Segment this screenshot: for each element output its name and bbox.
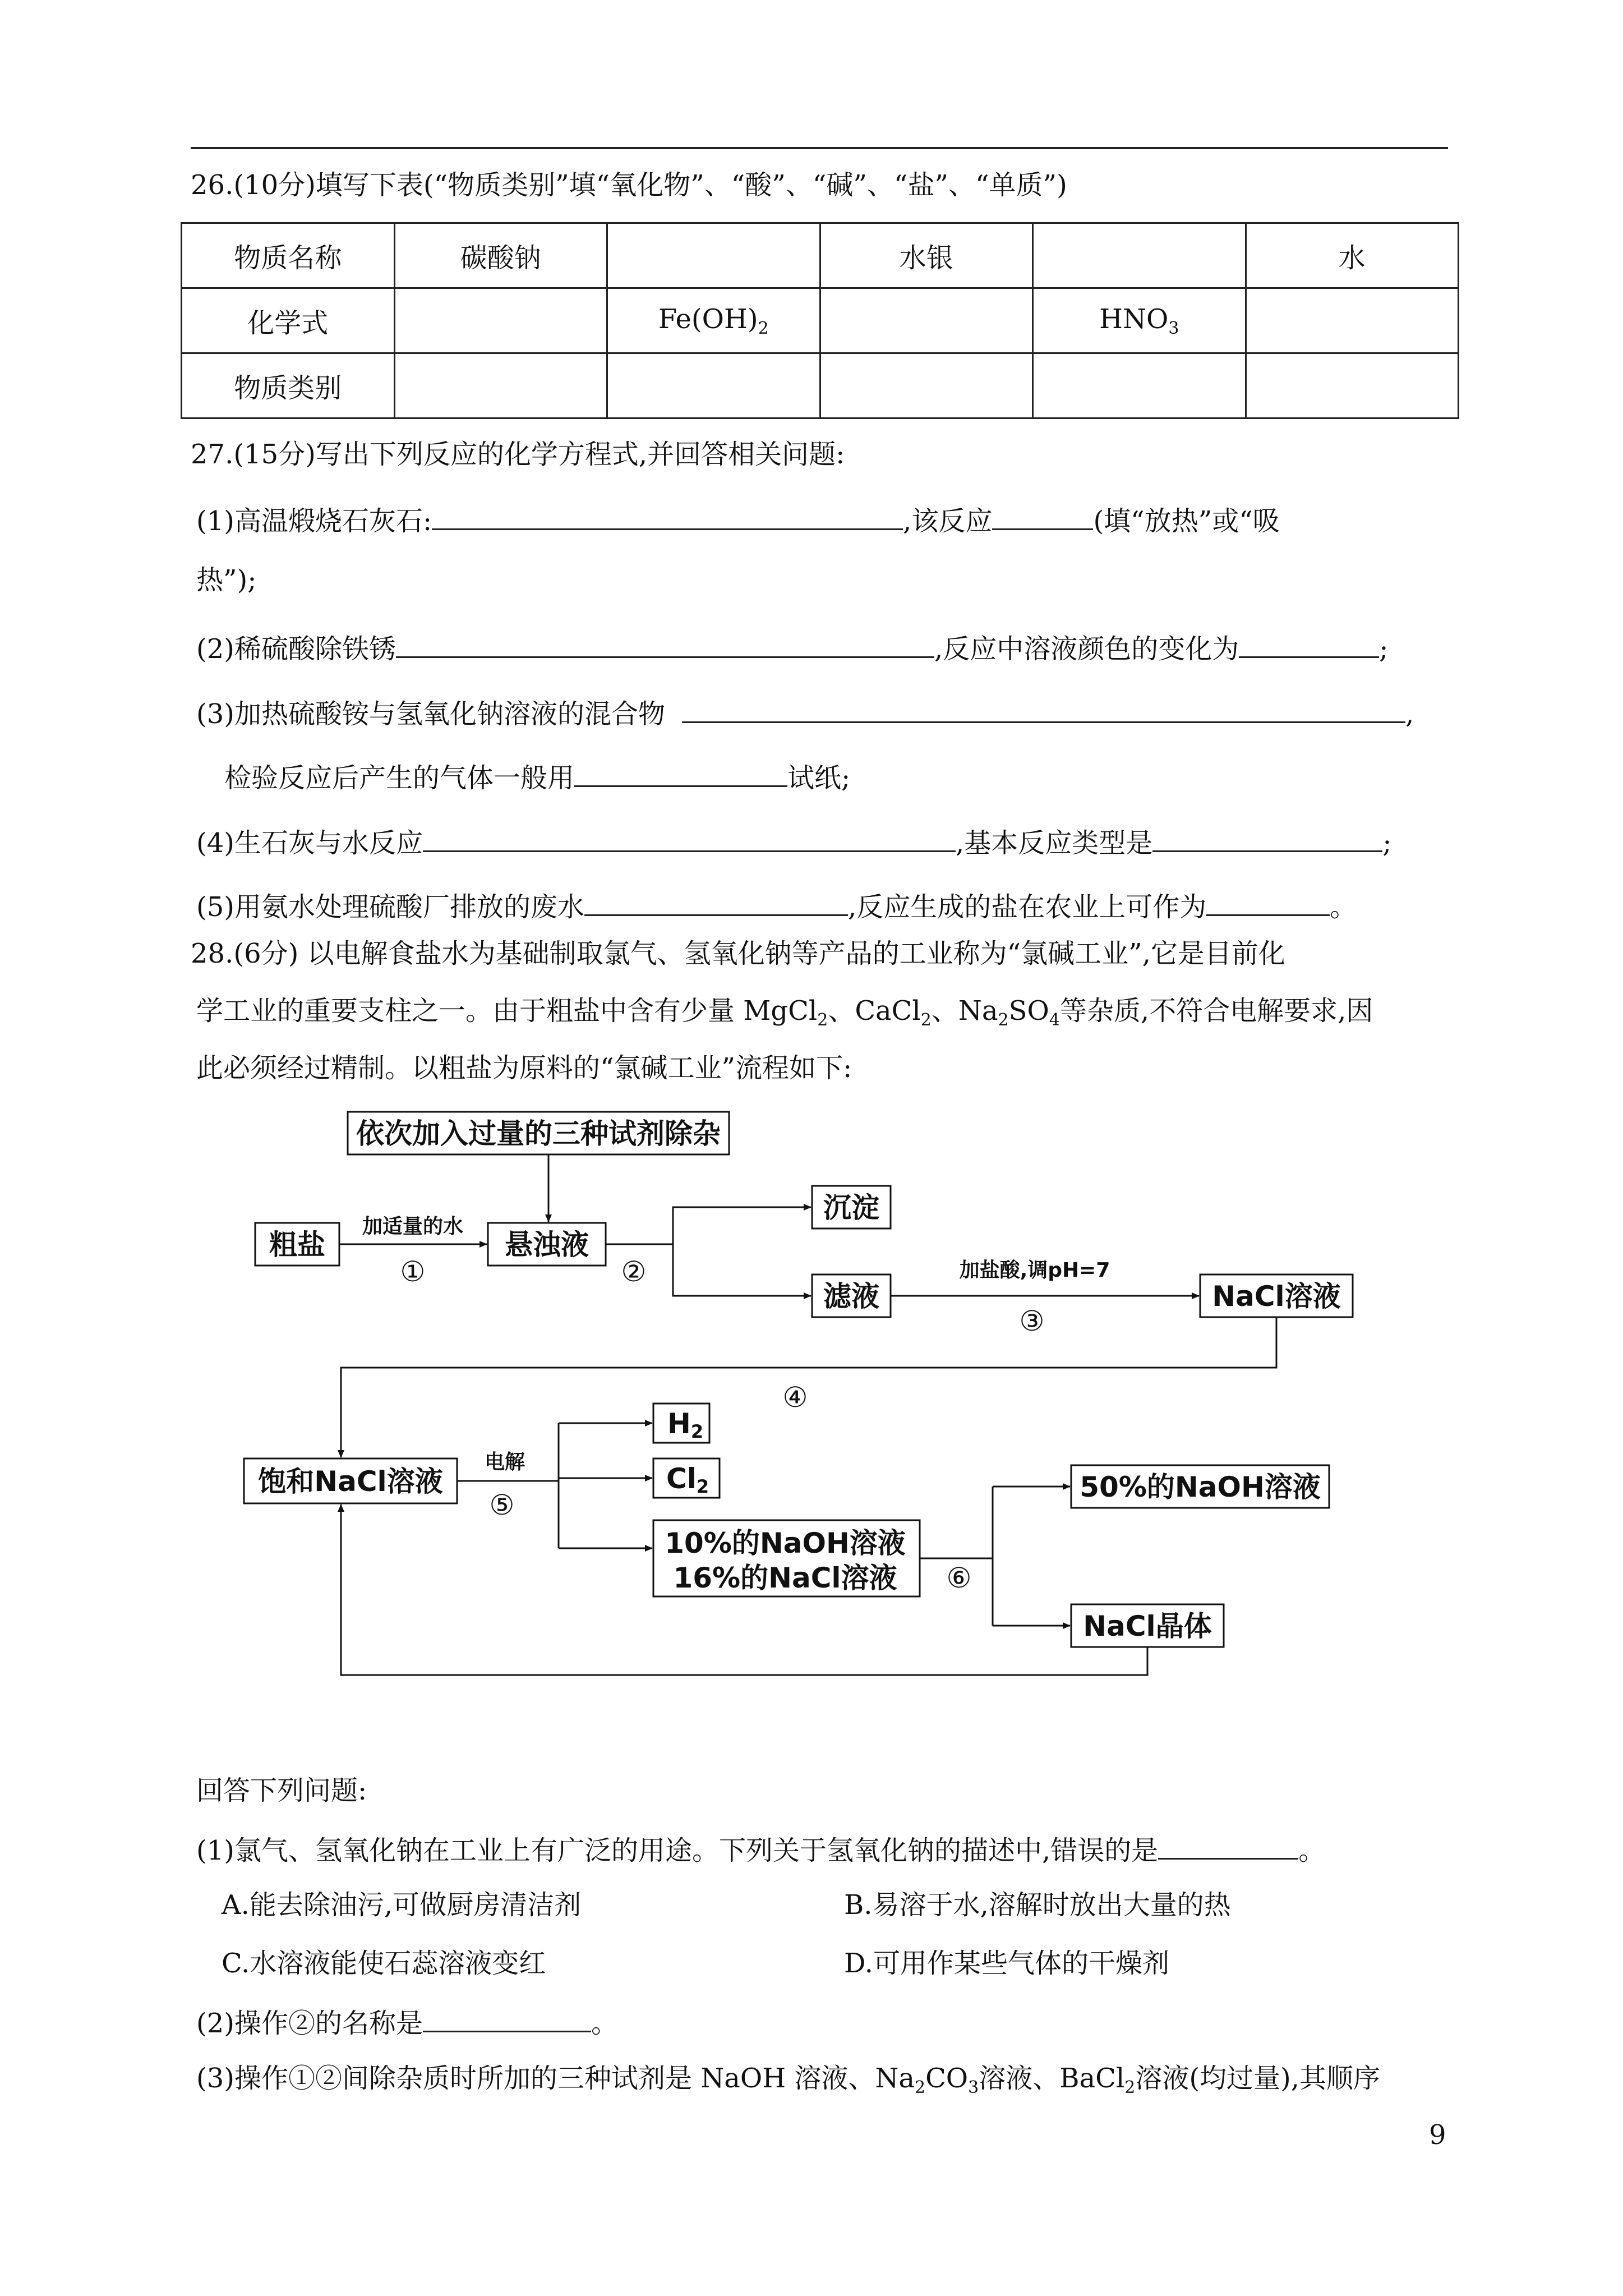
option-c[interactable]: C.水溶液能使石蕊溶液变红 xyxy=(222,1948,546,1979)
question-text: (4)生石灰与水反应 xyxy=(196,827,423,859)
question-text: 、Na xyxy=(931,995,998,1027)
question-text: SO xyxy=(1008,995,1049,1027)
question-text: 。 xyxy=(1298,1835,1326,1866)
label-mixture-line1: 10%的NaOH溶液 xyxy=(665,1527,906,1559)
answers-intro: 回答下列问题: xyxy=(196,1775,367,1806)
label-precipitate: 沉淀 xyxy=(823,1191,879,1224)
question-text: (2)操作②的名称是 xyxy=(196,2008,423,2039)
question-text: ,基本反应类型是 xyxy=(956,827,1153,859)
table-cell: 水银 xyxy=(820,223,1033,288)
page-number: 9 xyxy=(1429,2119,1446,2151)
label-electrolysis: 电解 xyxy=(484,1451,525,1474)
label-mixture-line2: 16%的NaCl溶液 xyxy=(673,1562,897,1594)
step-1: ① xyxy=(400,1255,426,1288)
q27-title: 27.(15分)写出下列反应的化学方程式,并回答相关问题: xyxy=(191,439,845,470)
step-6: ⑥ xyxy=(946,1562,972,1594)
question-text: 溶液(均过量),其顺序 xyxy=(1135,2063,1381,2094)
label-h2: H2 xyxy=(667,1407,704,1442)
label-add-hcl: 加盐酸,调pH=7 xyxy=(959,1259,1110,1282)
question-text: ; xyxy=(1382,827,1392,859)
step-2: ② xyxy=(621,1255,647,1288)
label-suspension: 悬浊液 xyxy=(505,1228,589,1261)
question-text: 溶液、BaCl xyxy=(979,2063,1125,2094)
arrow-to-precipitate xyxy=(606,1207,811,1244)
formula-feoh: Fe(OH) xyxy=(658,303,758,335)
formula-subscript: 2 xyxy=(758,318,769,338)
q28-line1: 28.(6分) 以电解食盐水为基础制取氯气、氢氧化钠等产品的工业称为“氯碱工业”,它是目前化 xyxy=(191,938,1285,969)
label-cl2: Cl2 xyxy=(666,1462,709,1497)
question-text: 学工业的重要支柱之一。由于粗盐中含有少量 MgCl xyxy=(196,995,818,1027)
answers-q1 xyxy=(196,1830,1325,1867)
label-nacl-crystal: NaCl晶体 xyxy=(1083,1610,1212,1642)
question-text: (1)高温煅烧石灰石: xyxy=(196,505,432,537)
question-text: (5)用氨水处理硫酸厂排放的废水 xyxy=(196,891,584,923)
label-add-water: 加适量的水 xyxy=(362,1215,464,1238)
answer-blank[interactable] xyxy=(1158,1830,1298,1860)
question-text: (1)氯气、氢氧化钠在工业上有广泛的用途。下列关于氢氧化钠的描述中,错误的是 xyxy=(196,1835,1159,1866)
answer-blank[interactable] xyxy=(423,2003,591,2032)
option-b[interactable]: B.易溶于水,溶解时放出大量的热 xyxy=(844,1889,1231,1921)
option-a[interactable]: A.能去除油污,可做厨房清洁剂 xyxy=(222,1889,582,1921)
formula-subscript: 4 xyxy=(1049,1010,1060,1030)
question-text: (填“放热”或“吸 xyxy=(1093,505,1280,537)
formula-subscript: 2 xyxy=(1124,2078,1136,2097)
formula-subscript: 2 xyxy=(998,1010,1009,1030)
table-cell: 碳酸钠 xyxy=(394,223,607,288)
question-text: 等杂质,不符合电解要求,因 xyxy=(1059,995,1373,1027)
formula-subscript: 2 xyxy=(920,1010,932,1030)
answers-q3 xyxy=(196,2062,1380,2105)
table-header-cell: 物质名称 xyxy=(182,223,395,288)
q28-line3: 此必须经过精制。以粗盐为原料的“氯碱工业”流程如下: xyxy=(196,1052,852,1084)
label-top-reagents: 依次加入过量的三种试剂除杂 xyxy=(356,1117,721,1150)
label-nacl-solution: NaCl溶液 xyxy=(1212,1280,1341,1313)
question-text: ; xyxy=(1379,633,1389,665)
formula-hno: HNO xyxy=(1099,303,1169,335)
question-text: (3)操作①②间除杂质时所加的三种试剂是 NaOH 溶液、Na xyxy=(196,2063,915,2094)
label-saturated-nacl: 饱和NaCl溶液 xyxy=(258,1465,443,1498)
arrow-to-filtrate xyxy=(673,1244,811,1296)
question-text: , xyxy=(1405,698,1414,730)
table-header-cell: 化学式 xyxy=(182,288,395,353)
label-crude-salt: 粗盐 xyxy=(269,1228,325,1261)
question-text: CO xyxy=(925,2063,969,2094)
question-text: ,反应中溶液颜色的变化为 xyxy=(934,633,1239,665)
answers-q2 xyxy=(196,2003,618,2040)
step-3: ③ xyxy=(1019,1305,1045,1337)
question-text: 试纸; xyxy=(787,762,851,794)
step-4: ④ xyxy=(782,1381,808,1414)
question-text: (3)加热硫酸铵与氢氧化钠溶液的混合物 xyxy=(196,698,665,730)
q26-title: 26.(10分)填写下表(“物质类别”填“氧化物”、“酸”、“碱”、“盐”、“单质”) xyxy=(191,169,1067,201)
formula-subscript: 2 xyxy=(914,2078,926,2097)
formula-subscript: 3 xyxy=(968,2078,979,2097)
step-5: ⑤ xyxy=(489,1489,515,1521)
question-text: ,该反应 xyxy=(903,505,993,537)
question-text: 检验反应后产生的气体一般用 xyxy=(224,762,575,794)
question-text: (2)稀硫酸除铁锈 xyxy=(196,633,396,665)
q27-part1-cont: 热”); xyxy=(196,564,257,596)
option-d[interactable]: D.可用作某些气体的干燥剂 xyxy=(844,1948,1170,1979)
question-text: 。 xyxy=(1330,891,1357,923)
label-naoh50: 50%的NaOH溶液 xyxy=(1080,1471,1321,1503)
question-text: 、CaCl xyxy=(828,995,921,1027)
table-cell: 水 xyxy=(1246,223,1459,288)
arrow-nacl-to-saturated xyxy=(341,1317,1276,1457)
question-text: ,反应生成的盐在农业上可作为 xyxy=(848,891,1207,923)
table-header-cell: 物质类别 xyxy=(182,353,395,418)
formula-subscript: 3 xyxy=(1168,318,1179,338)
formula-subscript: 2 xyxy=(817,1010,828,1030)
label-filtrate: 滤液 xyxy=(823,1280,879,1313)
question-text: 。 xyxy=(591,2008,619,2039)
